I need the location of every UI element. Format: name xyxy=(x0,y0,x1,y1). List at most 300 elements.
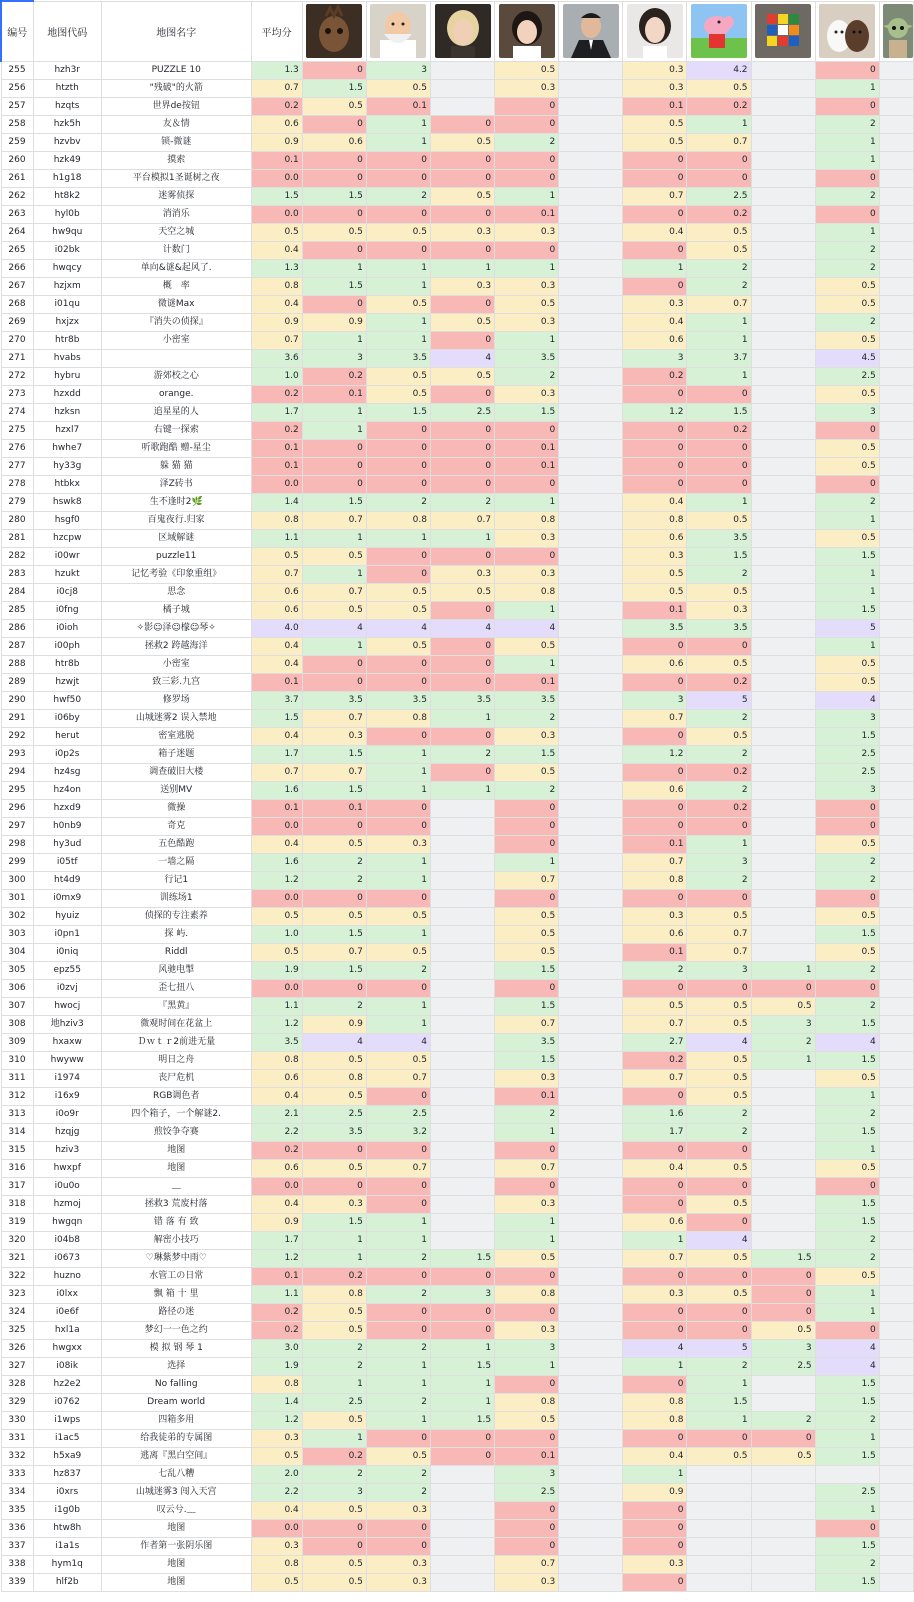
judge-score-cell[interactable]: 1.5 xyxy=(815,547,879,565)
judge-score-cell[interactable] xyxy=(751,511,815,529)
row-index-cell[interactable]: 328 xyxy=(1,1375,33,1393)
judge-score-cell[interactable]: 1.5 xyxy=(687,547,751,565)
judge-score-cell[interactable] xyxy=(879,1573,913,1591)
judge-score-cell[interactable]: 3 xyxy=(366,61,430,79)
map-name-cell[interactable]: PUZZLE 10 xyxy=(101,61,251,79)
judge-score-cell[interactable] xyxy=(431,1177,495,1195)
judge-score-cell[interactable]: 0.8 xyxy=(623,511,687,529)
average-score-cell[interactable]: 0.7 xyxy=(251,763,302,781)
judge-score-cell[interactable]: 0.5 xyxy=(687,655,751,673)
average-score-cell[interactable]: 4.0 xyxy=(251,619,302,637)
judge-score-cell[interactable] xyxy=(751,169,815,187)
judge-score-cell[interactable]: 2 xyxy=(815,1105,879,1123)
judge-score-cell[interactable]: 0.5 xyxy=(302,1303,366,1321)
judge-score-cell[interactable]: 3 xyxy=(815,403,879,421)
judge-score-cell[interactable] xyxy=(751,1087,815,1105)
average-score-cell[interactable]: 0.0 xyxy=(251,169,302,187)
average-score-cell[interactable]: 1.4 xyxy=(251,1393,302,1411)
judge-score-cell[interactable] xyxy=(559,1357,623,1375)
judge-score-cell[interactable]: 1 xyxy=(495,1231,559,1249)
judge-score-cell[interactable]: 2 xyxy=(431,493,495,511)
map-code-cell[interactable]: i1wps xyxy=(33,1411,101,1429)
judge-score-cell[interactable] xyxy=(751,367,815,385)
judge-score-cell[interactable]: 2 xyxy=(815,997,879,1015)
judge-score-cell[interactable]: 2 xyxy=(302,871,366,889)
table-row[interactable] xyxy=(1,709,914,727)
average-score-cell[interactable]: 2.1 xyxy=(251,1105,302,1123)
judge-score-cell[interactable]: 0 xyxy=(366,439,430,457)
judge-score-cell[interactable] xyxy=(559,1555,623,1573)
map-name-cell[interactable]: Ｄｗｔｒ2前进无量 xyxy=(101,1033,251,1051)
judge-score-cell[interactable]: 1 xyxy=(366,745,430,763)
judge-score-cell[interactable]: 0 xyxy=(302,979,366,997)
row-index-cell[interactable]: 294 xyxy=(1,763,33,781)
map-name-cell[interactable]: 地图 xyxy=(101,1555,251,1573)
judge-score-cell[interactable]: 1 xyxy=(495,187,559,205)
judge-score-cell[interactable]: 1.7 xyxy=(623,1123,687,1141)
map-code-cell[interactable]: i00wr xyxy=(33,547,101,565)
judge-score-cell[interactable]: 1 xyxy=(495,601,559,619)
judge-score-cell[interactable] xyxy=(751,781,815,799)
judge-score-cell[interactable]: 0 xyxy=(495,799,559,817)
judge-score-cell[interactable] xyxy=(879,637,913,655)
judge-score-cell[interactable]: 2.5 xyxy=(302,1393,366,1411)
judge-score-cell[interactable]: 0.5 xyxy=(431,313,495,331)
judge-score-cell[interactable]: 0 xyxy=(431,763,495,781)
judge-score-cell[interactable] xyxy=(559,1015,623,1033)
judge-score-cell[interactable]: 0 xyxy=(431,439,495,457)
row-index-cell[interactable]: 310 xyxy=(1,1051,33,1069)
table-row[interactable] xyxy=(1,295,914,313)
judge-score-cell[interactable]: 0.5 xyxy=(431,583,495,601)
judge-score-cell[interactable]: 2 xyxy=(302,853,366,871)
map-code-cell[interactable]: i0p2s xyxy=(33,745,101,763)
judge-score-cell[interactable] xyxy=(559,745,623,763)
row-index-cell[interactable]: 277 xyxy=(1,457,33,475)
row-index-cell[interactable]: 338 xyxy=(1,1555,33,1573)
judge-score-cell[interactable] xyxy=(879,1537,913,1555)
table-row[interactable] xyxy=(1,1573,914,1591)
judge-score-cell[interactable]: 0 xyxy=(687,637,751,655)
judge-score-cell[interactable]: 4.5 xyxy=(815,349,879,367)
judge-score-cell[interactable]: 1 xyxy=(623,259,687,277)
judge-score-cell[interactable] xyxy=(559,1321,623,1339)
judge-score-cell[interactable]: 3.5 xyxy=(495,691,559,709)
judge-score-cell[interactable]: 0 xyxy=(366,1087,430,1105)
judge-score-cell[interactable]: 0.3 xyxy=(366,1501,430,1519)
judge-score-cell[interactable] xyxy=(559,1177,623,1195)
judge-score-cell[interactable]: 0 xyxy=(431,727,495,745)
judge-score-cell[interactable] xyxy=(879,331,913,349)
judge-score-cell[interactable] xyxy=(559,835,623,853)
judge-score-cell[interactable] xyxy=(559,619,623,637)
judge-score-cell[interactable]: 4 xyxy=(302,1033,366,1051)
judge-score-cell[interactable]: 0.8 xyxy=(366,709,430,727)
judge-score-cell[interactable] xyxy=(751,1213,815,1231)
judge-score-cell[interactable]: 0.6 xyxy=(623,781,687,799)
judge-score-cell[interactable]: 1 xyxy=(302,331,366,349)
average-score-cell[interactable]: 0.6 xyxy=(251,1069,302,1087)
judge-score-cell[interactable] xyxy=(879,511,913,529)
judge-score-cell[interactable]: 1 xyxy=(431,1339,495,1357)
judge-score-cell[interactable] xyxy=(559,1447,623,1465)
judge-score-cell[interactable]: 1 xyxy=(302,1429,366,1447)
judge-score-cell[interactable]: 1 xyxy=(495,493,559,511)
judge-score-cell[interactable] xyxy=(879,403,913,421)
row-index-cell[interactable]: 331 xyxy=(1,1429,33,1447)
row-index-cell[interactable]: 327 xyxy=(1,1357,33,1375)
map-code-cell[interactable]: h0nb9 xyxy=(33,817,101,835)
row-index-cell[interactable]: 287 xyxy=(1,637,33,655)
average-score-cell[interactable]: 1.2 xyxy=(251,1249,302,1267)
judge-score-cell[interactable]: 0.8 xyxy=(495,511,559,529)
judge-score-cell[interactable]: 1 xyxy=(815,1087,879,1105)
judge-score-cell[interactable] xyxy=(879,1555,913,1573)
judge-score-cell[interactable]: 0 xyxy=(623,457,687,475)
judge-score-cell[interactable] xyxy=(559,1159,623,1177)
judge-score-cell[interactable] xyxy=(431,1519,495,1537)
map-name-cell[interactable]: 探 屿. xyxy=(101,925,251,943)
judge-score-cell[interactable]: 1 xyxy=(302,421,366,439)
judge-score-cell[interactable]: 0.5 xyxy=(815,1267,879,1285)
judge-score-cell[interactable] xyxy=(559,763,623,781)
judge-score-cell[interactable] xyxy=(751,673,815,691)
judge-score-cell[interactable] xyxy=(751,97,815,115)
judge-score-cell[interactable]: 1 xyxy=(623,1231,687,1249)
judge-score-cell[interactable]: 2.5 xyxy=(687,187,751,205)
row-index-cell[interactable]: 285 xyxy=(1,601,33,619)
map-code-cell[interactable]: hzqjg xyxy=(33,1123,101,1141)
judge-score-cell[interactable]: 1 xyxy=(815,223,879,241)
table-row[interactable] xyxy=(1,1411,914,1429)
row-index-cell[interactable]: 283 xyxy=(1,565,33,583)
judge-score-cell[interactable]: 0 xyxy=(366,421,430,439)
judge-score-cell[interactable]: 0.5 xyxy=(495,295,559,313)
judge-score-cell[interactable]: 0.5 xyxy=(366,943,430,961)
judge-score-cell[interactable]: 1 xyxy=(495,331,559,349)
judge-score-cell[interactable]: 0.5 xyxy=(366,385,430,403)
judge-score-cell[interactable] xyxy=(879,835,913,853)
judge-score-cell[interactable]: 0.2 xyxy=(687,673,751,691)
judge-score-cell[interactable] xyxy=(879,961,913,979)
judge-score-cell[interactable] xyxy=(751,1393,815,1411)
judge-score-cell[interactable]: 1.5 xyxy=(815,1447,879,1465)
judge-score-cell[interactable]: 0.7 xyxy=(302,763,366,781)
judge-score-cell[interactable] xyxy=(751,1537,815,1555)
judge-score-cell[interactable] xyxy=(751,1195,815,1213)
judge-score-cell[interactable]: 4 xyxy=(815,1033,879,1051)
judge-score-cell[interactable]: 1 xyxy=(302,1375,366,1393)
map-code-cell[interactable]: i0ioh xyxy=(33,619,101,637)
judge-score-cell[interactable]: 1.5 xyxy=(815,1051,879,1069)
judge-score-cell[interactable] xyxy=(559,709,623,727)
row-index-cell[interactable]: 293 xyxy=(1,745,33,763)
average-score-cell[interactable]: 1.3 xyxy=(251,61,302,79)
judge-score-cell[interactable]: 0 xyxy=(302,889,366,907)
judge-score-cell[interactable]: 1 xyxy=(302,565,366,583)
judge-score-cell[interactable]: 0 xyxy=(623,151,687,169)
average-score-cell[interactable]: 2.2 xyxy=(251,1483,302,1501)
judge-score-cell[interactable]: 1 xyxy=(687,1375,751,1393)
judge-score-cell[interactable]: 0 xyxy=(687,439,751,457)
map-name-cell[interactable]: 锁-微谜 xyxy=(101,133,251,151)
row-index-cell[interactable]: 275 xyxy=(1,421,33,439)
judge-score-cell[interactable]: 0.5 xyxy=(366,367,430,385)
average-score-cell[interactable]: 0.9 xyxy=(251,1213,302,1231)
row-index-cell[interactable]: 335 xyxy=(1,1501,33,1519)
average-score-cell[interactable]: 0.4 xyxy=(251,1195,302,1213)
table-row[interactable] xyxy=(1,907,914,925)
judge-score-cell[interactable]: 1 xyxy=(687,313,751,331)
judge-score-cell[interactable]: 1.6 xyxy=(623,1105,687,1123)
judge-score-cell[interactable]: 2 xyxy=(495,1105,559,1123)
judge-score-cell[interactable]: 1 xyxy=(366,133,430,151)
judge-score-cell[interactable] xyxy=(815,1465,879,1483)
map-name-cell[interactable]: 作者第一张阴乐图 xyxy=(101,1537,251,1555)
map-name-cell[interactable]: 泽Z砖书 xyxy=(101,475,251,493)
judge-score-cell[interactable]: 0.3 xyxy=(623,907,687,925)
judge-score-cell[interactable] xyxy=(879,1231,913,1249)
map-code-cell[interactable]: i0pn1 xyxy=(33,925,101,943)
judge-score-cell[interactable] xyxy=(879,1465,913,1483)
judge-score-cell[interactable]: 1 xyxy=(366,1015,430,1033)
judge-score-cell[interactable]: 0 xyxy=(495,1141,559,1159)
judge-score-cell[interactable]: 1 xyxy=(366,997,430,1015)
judge-score-cell[interactable]: 0 xyxy=(495,421,559,439)
judge-score-cell[interactable] xyxy=(879,1069,913,1087)
map-name-cell[interactable]: "残破"的火箭 xyxy=(101,79,251,97)
judge-score-cell[interactable] xyxy=(751,151,815,169)
table-row[interactable] xyxy=(1,943,914,961)
judge-score-cell[interactable]: 1 xyxy=(366,871,430,889)
judge-score-cell[interactable]: 0 xyxy=(623,979,687,997)
judge-score-cell[interactable]: 0 xyxy=(495,1375,559,1393)
map-code-cell[interactable]: hy3ud xyxy=(33,835,101,853)
judge-score-cell[interactable]: 0 xyxy=(302,655,366,673)
judge-score-cell[interactable]: 0.3 xyxy=(495,529,559,547)
judge-score-cell[interactable]: 0.5 xyxy=(815,655,879,673)
map-name-cell[interactable]: 梦幻一一色之约 xyxy=(101,1321,251,1339)
judge-score-cell[interactable]: 0 xyxy=(687,385,751,403)
table-row[interactable] xyxy=(1,619,914,637)
judge-score-cell[interactable] xyxy=(751,187,815,205)
row-index-cell[interactable]: 320 xyxy=(1,1231,33,1249)
row-index-cell[interactable]: 286 xyxy=(1,619,33,637)
average-score-cell[interactable]: 0.4 xyxy=(251,655,302,673)
judge-score-cell[interactable]: 0.8 xyxy=(623,1393,687,1411)
judge-score-cell[interactable]: 0.5 xyxy=(815,277,879,295)
judge-score-cell[interactable]: 1 xyxy=(495,655,559,673)
judge-score-cell[interactable]: 1 xyxy=(302,403,366,421)
judge-score-cell[interactable]: 0.3 xyxy=(623,1285,687,1303)
judge-score-cell[interactable]: 2 xyxy=(495,367,559,385)
judge-score-cell[interactable]: 1.5 xyxy=(815,1573,879,1591)
table-row[interactable] xyxy=(1,655,914,673)
judge-score-cell[interactable]: 0 xyxy=(366,1141,430,1159)
judge-score-cell[interactable]: 0.7 xyxy=(302,511,366,529)
judge-score-cell[interactable]: 1 xyxy=(687,115,751,133)
map-name-cell[interactable]: 微谜Max xyxy=(101,295,251,313)
judge-score-cell[interactable]: 4 xyxy=(366,619,430,637)
table-row[interactable] xyxy=(1,781,914,799)
average-score-cell[interactable]: 0.1 xyxy=(251,457,302,475)
map-code-cell[interactable]: ht8k2 xyxy=(33,187,101,205)
judge-score-cell[interactable] xyxy=(751,565,815,583)
table-row[interactable] xyxy=(1,817,914,835)
map-code-cell[interactable]: htw8h xyxy=(33,1519,101,1537)
judge-score-cell[interactable]: 0.5 xyxy=(302,835,366,853)
map-name-cell[interactable]: 记忆考验《印象重组》 xyxy=(101,565,251,583)
row-index-cell[interactable]: 329 xyxy=(1,1393,33,1411)
judge-score-cell[interactable] xyxy=(431,1033,495,1051)
judge-score-cell[interactable]: 0.5 xyxy=(815,907,879,925)
judge-score-cell[interactable]: 1.5 xyxy=(366,403,430,421)
judge-score-cell[interactable] xyxy=(559,1195,623,1213)
judge-score-cell[interactable] xyxy=(559,313,623,331)
judge-score-cell[interactable]: 0.7 xyxy=(366,1159,430,1177)
header-peppa[interactable] xyxy=(687,1,751,61)
map-name-cell[interactable]: 给我徒弟的专属图 xyxy=(101,1429,251,1447)
judge-score-cell[interactable] xyxy=(687,1501,751,1519)
judge-score-cell[interactable]: 1.5 xyxy=(815,1393,879,1411)
judge-score-cell[interactable] xyxy=(751,295,815,313)
average-score-cell[interactable]: 0.4 xyxy=(251,637,302,655)
judge-score-cell[interactable] xyxy=(879,1141,913,1159)
judge-score-cell[interactable]: 2 xyxy=(815,493,879,511)
judge-score-cell[interactable] xyxy=(559,889,623,907)
average-score-cell[interactable]: 0.4 xyxy=(251,727,302,745)
judge-score-cell[interactable]: 2.7 xyxy=(623,1033,687,1051)
judge-score-cell[interactable] xyxy=(559,241,623,259)
average-score-cell[interactable]: 1.5 xyxy=(251,187,302,205)
judge-score-cell[interactable]: 1.5 xyxy=(687,403,751,421)
judge-score-cell[interactable] xyxy=(687,1555,751,1573)
table-row[interactable] xyxy=(1,1249,914,1267)
row-index-cell[interactable]: 280 xyxy=(1,511,33,529)
map-name-cell[interactable]: 橘子城 xyxy=(101,601,251,619)
judge-score-cell[interactable] xyxy=(431,1105,495,1123)
map-code-cell[interactable]: i0673 xyxy=(33,1249,101,1267)
map-code-cell[interactable]: epz55 xyxy=(33,961,101,979)
judge-score-cell[interactable]: 1.2 xyxy=(623,745,687,763)
judge-score-cell[interactable] xyxy=(431,817,495,835)
average-score-cell[interactable]: 0.5 xyxy=(251,223,302,241)
judge-score-cell[interactable] xyxy=(879,601,913,619)
judge-score-cell[interactable]: 1 xyxy=(302,1231,366,1249)
judge-score-cell[interactable]: 0 xyxy=(623,1573,687,1591)
judge-score-cell[interactable]: 0.5 xyxy=(302,907,366,925)
judge-score-cell[interactable]: 0.5 xyxy=(623,997,687,1015)
map-name-cell[interactable]: 『消失の侦探』 xyxy=(101,313,251,331)
average-score-cell[interactable]: 1.7 xyxy=(251,745,302,763)
map-name-cell[interactable]: No falling xyxy=(101,1375,251,1393)
average-score-cell[interactable]: 0.5 xyxy=(251,943,302,961)
map-code-cell[interactable]: i05tf xyxy=(33,853,101,871)
map-code-cell[interactable]: i16x9 xyxy=(33,1087,101,1105)
map-code-cell[interactable]: i0mx9 xyxy=(33,889,101,907)
judge-score-cell[interactable]: 0 xyxy=(431,1321,495,1339)
judge-score-cell[interactable]: 0 xyxy=(751,1267,815,1285)
judge-score-cell[interactable]: 0 xyxy=(687,1321,751,1339)
judge-score-cell[interactable]: 0 xyxy=(431,169,495,187)
judge-score-cell[interactable] xyxy=(751,925,815,943)
row-index-cell[interactable]: 292 xyxy=(1,727,33,745)
table-row[interactable] xyxy=(1,457,914,475)
judge-score-cell[interactable]: 1 xyxy=(495,259,559,277)
judge-score-cell[interactable]: 3.5 xyxy=(495,1033,559,1051)
judge-score-cell[interactable] xyxy=(879,727,913,745)
map-code-cell[interactable]: hsgf0 xyxy=(33,511,101,529)
judge-score-cell[interactable] xyxy=(879,349,913,367)
judge-score-cell[interactable] xyxy=(879,421,913,439)
map-code-cell[interactable]: i1974 xyxy=(33,1069,101,1087)
judge-score-cell[interactable]: 0.5 xyxy=(815,529,879,547)
map-code-cell[interactable]: hwf50 xyxy=(33,691,101,709)
judge-score-cell[interactable]: 0 xyxy=(751,979,815,997)
judge-score-cell[interactable] xyxy=(559,1231,623,1249)
table-row[interactable] xyxy=(1,1285,914,1303)
judge-score-cell[interactable]: 2 xyxy=(815,961,879,979)
judge-score-cell[interactable]: 0 xyxy=(495,241,559,259)
judge-score-cell[interactable]: 3 xyxy=(495,1339,559,1357)
judge-score-cell[interactable] xyxy=(751,799,815,817)
judge-score-cell[interactable] xyxy=(879,133,913,151)
row-index-cell[interactable]: 257 xyxy=(1,97,33,115)
row-index-cell[interactable]: 319 xyxy=(1,1213,33,1231)
map-name-cell[interactable]: 百鬼夜行.归家 xyxy=(101,511,251,529)
average-score-cell[interactable]: 0.2 xyxy=(251,1303,302,1321)
judge-score-cell[interactable]: 0 xyxy=(302,241,366,259)
judge-score-cell[interactable]: 2 xyxy=(366,1465,430,1483)
judge-score-cell[interactable]: 0.5 xyxy=(751,1321,815,1339)
judge-score-cell[interactable] xyxy=(751,853,815,871)
table-row[interactable] xyxy=(1,547,914,565)
judge-score-cell[interactable]: 1 xyxy=(687,331,751,349)
judge-score-cell[interactable] xyxy=(879,61,913,79)
map-name-cell[interactable]: 五色酷跑 xyxy=(101,835,251,853)
average-score-cell[interactable]: 0.1 xyxy=(251,439,302,457)
judge-score-cell[interactable]: 0.5 xyxy=(815,835,879,853)
judge-score-cell[interactable]: 0.5 xyxy=(687,511,751,529)
header-woman[interactable] xyxy=(623,1,687,61)
judge-score-cell[interactable]: 0 xyxy=(623,421,687,439)
judge-score-cell[interactable]: 0.5 xyxy=(366,1447,430,1465)
judge-score-cell[interactable] xyxy=(879,1051,913,1069)
judge-score-cell[interactable]: 1 xyxy=(366,763,430,781)
row-index-cell[interactable]: 281 xyxy=(1,529,33,547)
average-score-cell[interactable]: 0.8 xyxy=(251,1375,302,1393)
judge-score-cell[interactable]: 2 xyxy=(366,1249,430,1267)
judge-score-cell[interactable] xyxy=(431,1141,495,1159)
map-code-cell[interactable]: i0e6f xyxy=(33,1303,101,1321)
judge-score-cell[interactable]: 0 xyxy=(366,241,430,259)
table-row[interactable] xyxy=(1,511,914,529)
table-row[interactable] xyxy=(1,1501,914,1519)
average-score-cell[interactable]: 0.5 xyxy=(251,907,302,925)
row-index-cell[interactable]: 325 xyxy=(1,1321,33,1339)
judge-score-cell[interactable] xyxy=(559,961,623,979)
row-index-cell[interactable]: 291 xyxy=(1,709,33,727)
map-name-cell[interactable]: 错 落 有 致 xyxy=(101,1213,251,1231)
judge-score-cell[interactable]: 1 xyxy=(366,529,430,547)
table-row[interactable] xyxy=(1,403,914,421)
judge-score-cell[interactable]: 0.5 xyxy=(687,727,751,745)
judge-score-cell[interactable]: 0.3 xyxy=(495,565,559,583)
judge-score-cell[interactable] xyxy=(879,817,913,835)
row-index-cell[interactable]: 255 xyxy=(1,61,33,79)
judge-score-cell[interactable]: 0.7 xyxy=(495,1159,559,1177)
judge-score-cell[interactable]: 1 xyxy=(366,1357,430,1375)
